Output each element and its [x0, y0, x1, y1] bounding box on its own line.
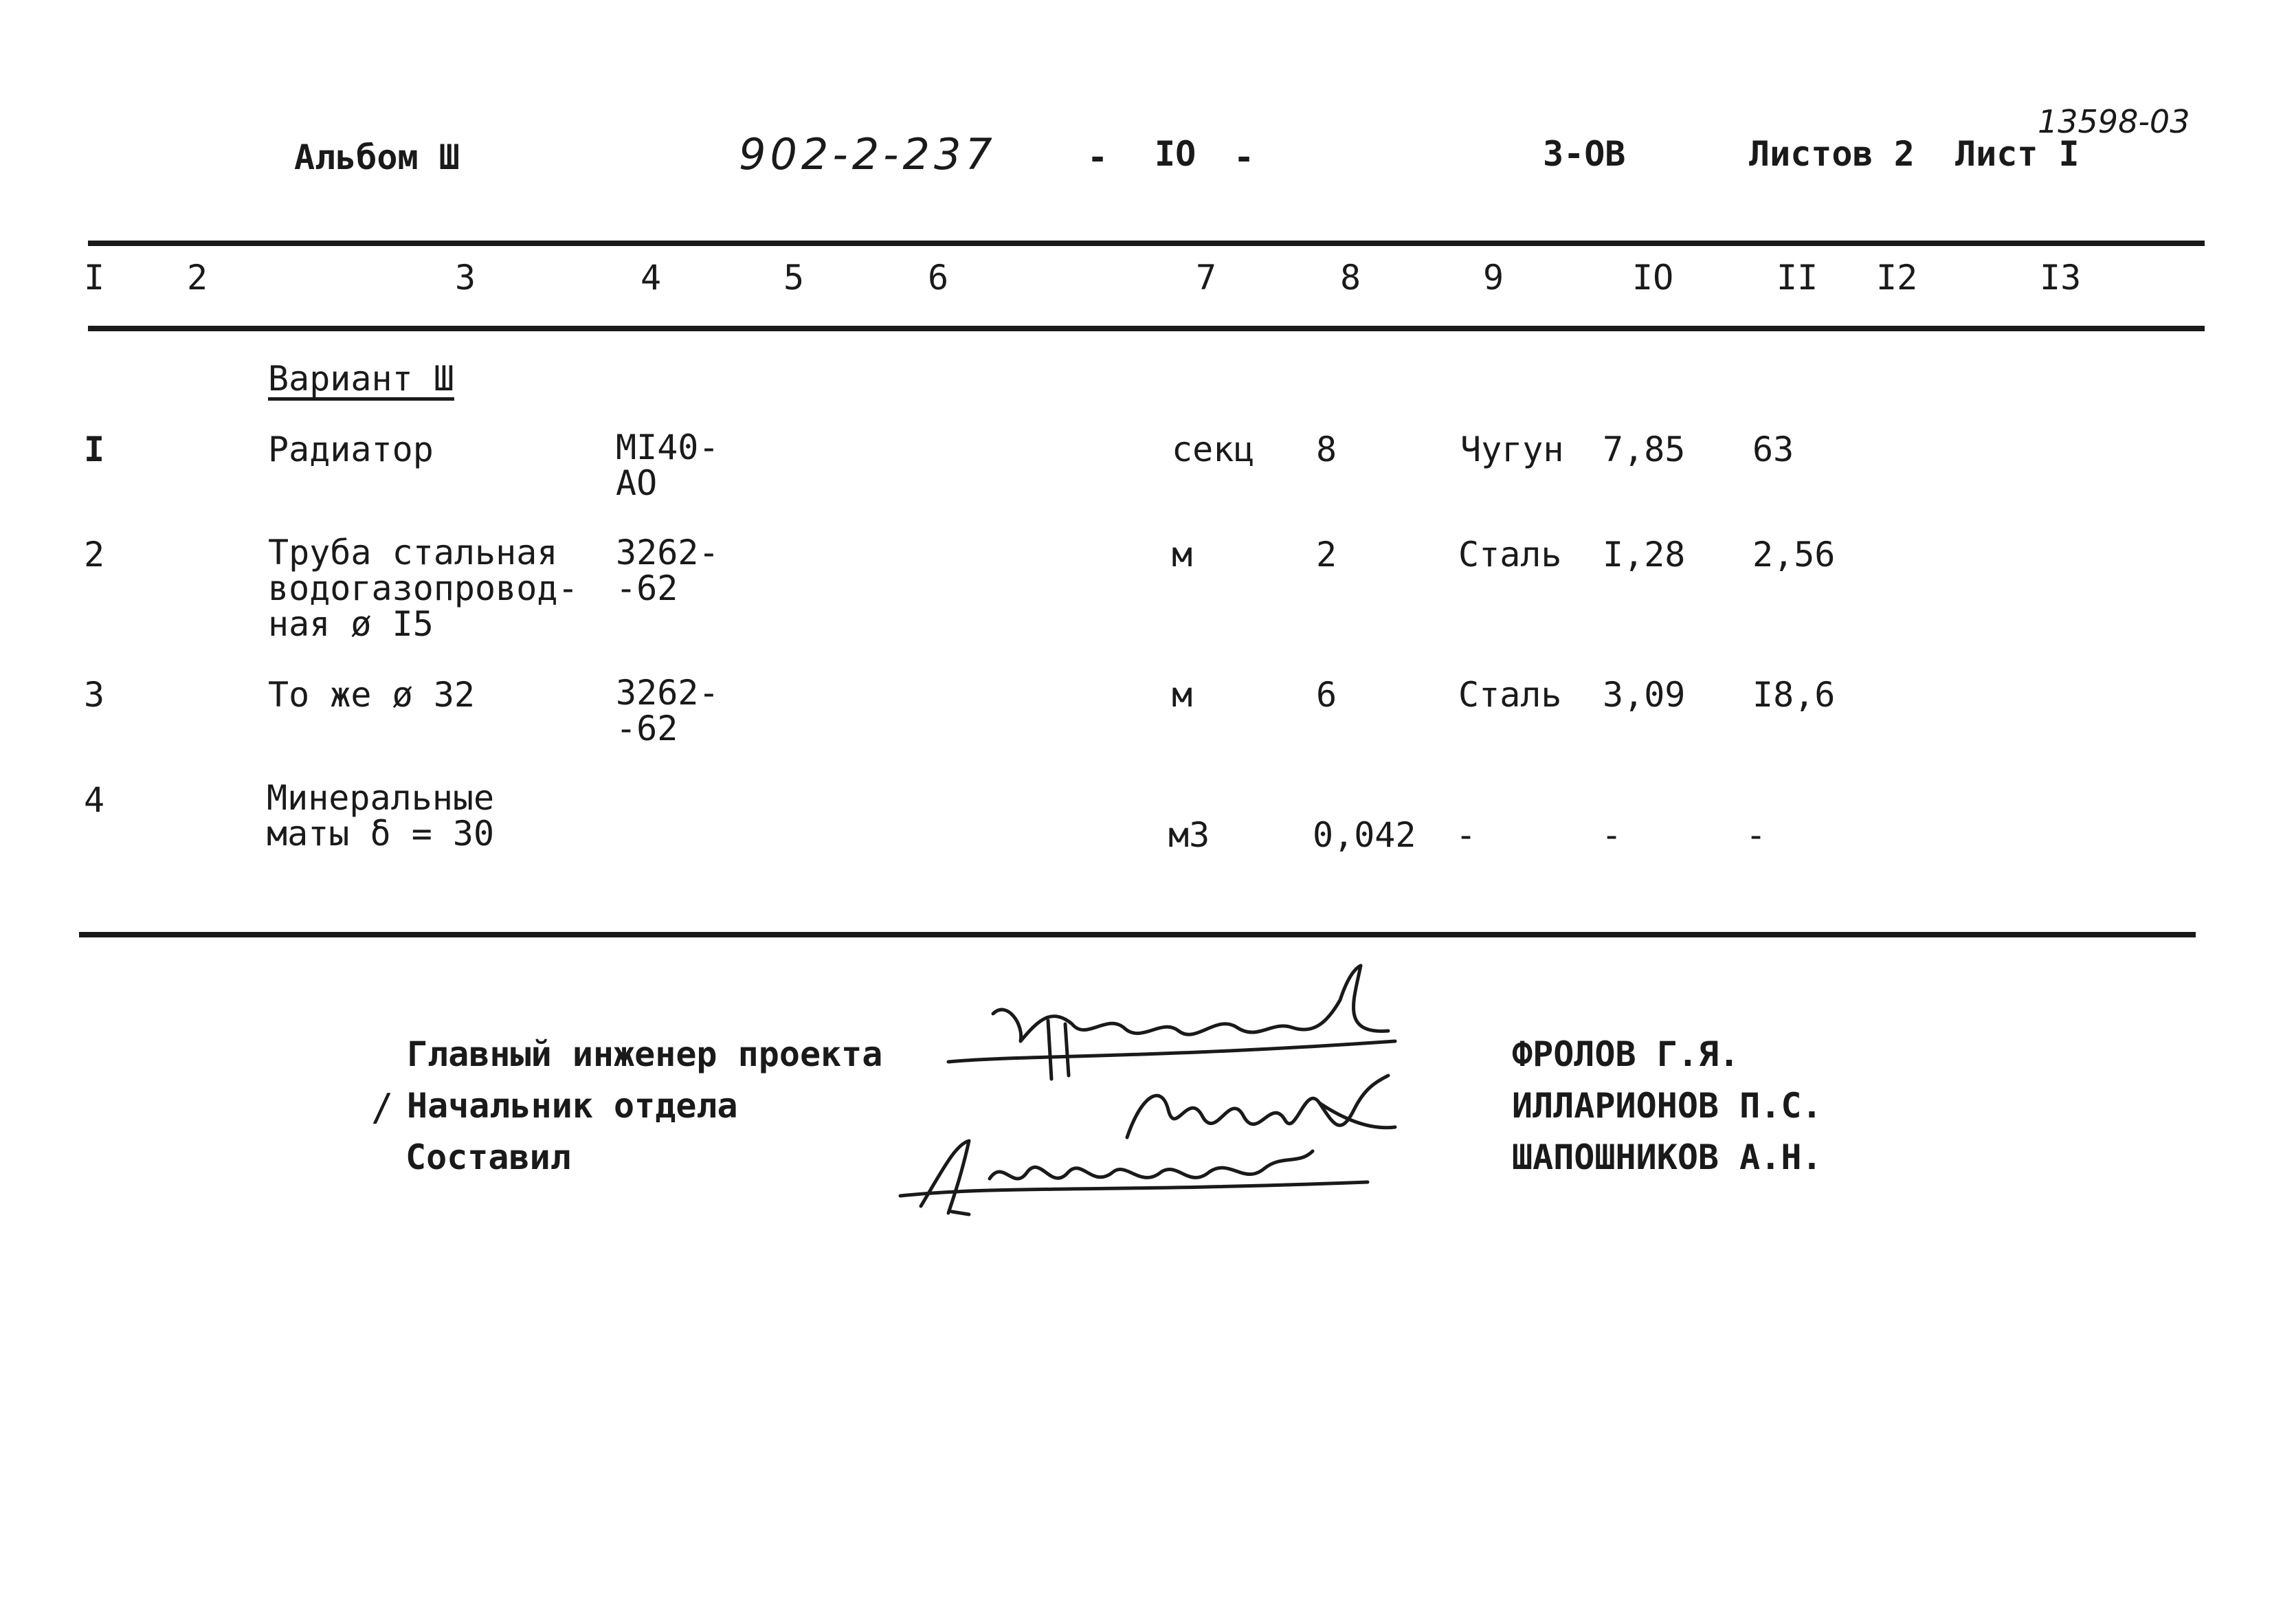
album-label: Альбом Ш	[294, 137, 460, 177]
variant-title: Вариант Ш	[268, 359, 454, 399]
compiled-by-title: Составил	[405, 1137, 571, 1177]
row-number: 4	[84, 780, 105, 820]
item-unit-mass: I,28	[1603, 535, 1686, 575]
tick-mark: /	[371, 1086, 394, 1129]
col-header-7: 7	[1196, 258, 1217, 298]
col-header-6: 6	[928, 258, 949, 298]
col-header-13: I3	[2040, 258, 2082, 298]
col-header-10: IO	[1632, 258, 1674, 298]
item-material: Сталь	[1458, 675, 1562, 715]
col-header-4: 4	[641, 258, 662, 298]
item-document: 3262- -62	[616, 533, 720, 608]
header-bottom-rule	[88, 326, 2205, 331]
top-rule	[88, 241, 2205, 246]
item-quantity: 8	[1316, 430, 1337, 469]
col-header-3: 3	[455, 258, 476, 298]
item-name: То же ø 32	[268, 675, 476, 715]
row-number: I	[84, 430, 105, 469]
drawing-mark: 3-OB	[1543, 134, 1626, 174]
header-dash-left: -	[1087, 137, 1109, 177]
compiled-by-name: ШАПОШНИКОВ А.Н.	[1512, 1137, 1823, 1177]
item-unit-mass: 3,09	[1603, 675, 1686, 715]
item-unit: м	[1172, 535, 1193, 575]
item-document: MI40- AO	[616, 427, 720, 503]
item-material: -	[1456, 815, 1477, 855]
item-name: Труба стальная водогазопровод- ная ø I5	[268, 533, 579, 644]
sheets-total: Листов 2	[1749, 134, 1915, 174]
item-quantity: 0,042	[1313, 815, 1416, 855]
item-unit: секц	[1172, 430, 1255, 469]
col-header-5: 5	[783, 258, 805, 298]
item-unit-mass: -	[1601, 815, 1623, 855]
signature-chief-engineer	[942, 959, 1409, 1082]
item-name: Радиатор	[268, 430, 434, 469]
item-unit-mass: 7,85	[1603, 430, 1686, 469]
col-header-11: II	[1777, 258, 1818, 298]
header-dash-right: -	[1234, 137, 1255, 177]
chief-engineer-name: ФРОЛОВ Г.Я.	[1512, 1034, 1740, 1074]
col-header-2: 2	[187, 258, 208, 298]
table-bottom-rule	[79, 932, 2196, 937]
item-material: Сталь	[1458, 535, 1562, 575]
row-number: 3	[84, 675, 105, 715]
col-header-12: I2	[1876, 258, 1918, 298]
item-name: Минеральные маты δ = 30	[267, 778, 495, 854]
col-header-8: 8	[1340, 258, 1361, 298]
item-quantity: 6	[1316, 675, 1337, 715]
archive-number: 13598-03	[2038, 103, 2190, 140]
col-header-9: 9	[1483, 258, 1504, 298]
item-document: 3262- -62	[616, 673, 720, 748]
signature-compiled-by	[893, 1131, 1388, 1220]
item-material: Чугун	[1460, 430, 1564, 469]
item-total-mass: I8,6	[1752, 675, 1836, 715]
item-total-mass: 63	[1752, 430, 1794, 469]
item-quantity: 2	[1316, 535, 1337, 575]
project-code: 902-2-237	[739, 129, 996, 179]
col-header-1: I	[84, 258, 105, 298]
item-total-mass: 2,56	[1752, 535, 1836, 575]
issue-number: IO	[1155, 134, 1196, 174]
item-total-mass: -	[1746, 815, 1767, 855]
row-number: 2	[84, 535, 105, 575]
head-of-department-name: ИЛЛАРИОНОВ П.С.	[1512, 1086, 1823, 1126]
item-unit: м3	[1168, 815, 1210, 855]
sheet-number: Лист I	[1955, 134, 2080, 174]
item-unit: м	[1172, 675, 1193, 715]
chief-engineer-title: Главный инженер проекта	[407, 1034, 883, 1074]
head-of-department-title: Начальник отдела	[407, 1086, 738, 1126]
